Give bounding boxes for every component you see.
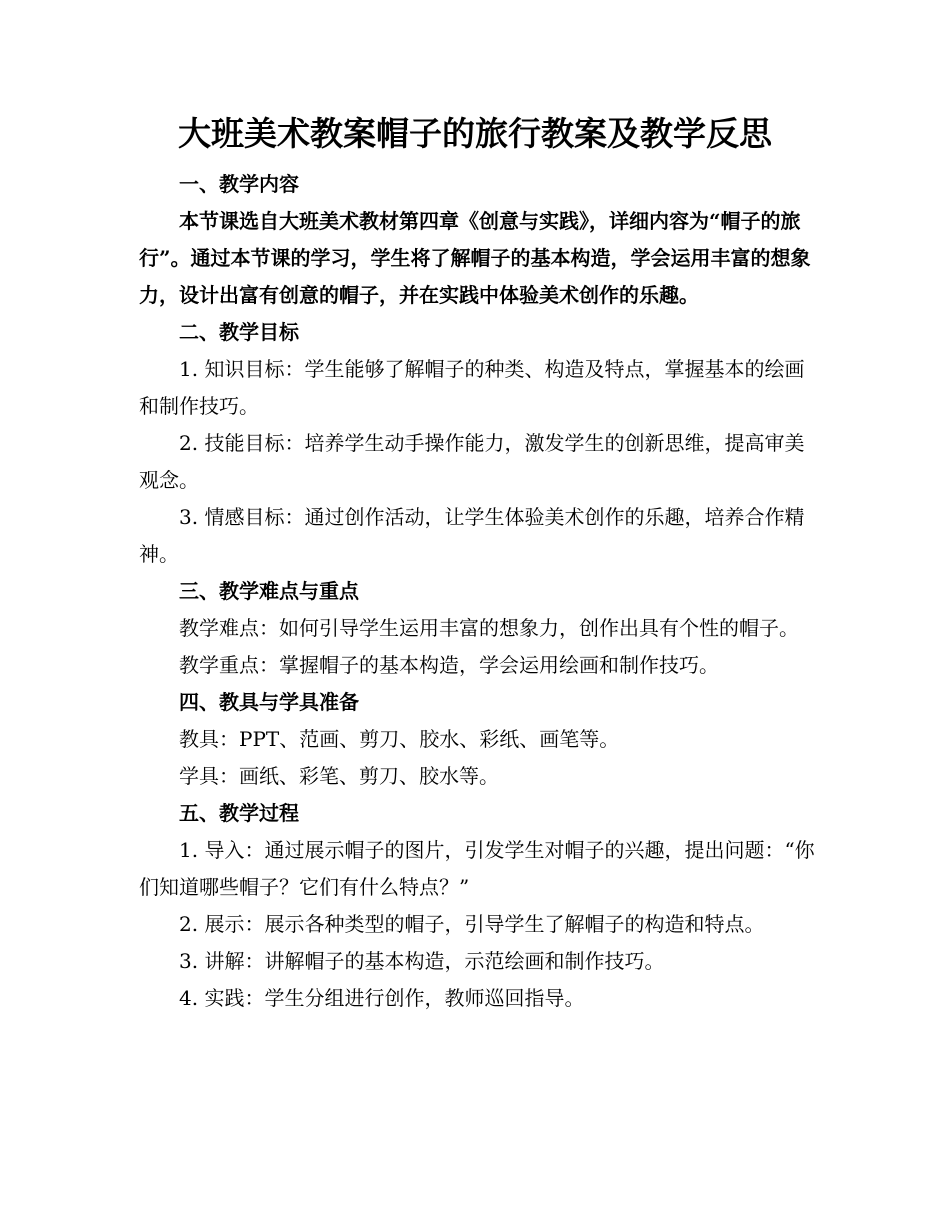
section-heading-materials: 四、教具与学具准备 (179, 690, 359, 714)
teaching-key-point: 教学重点：掌握帽子的基本构造，学会运用绘画和制作技巧。 (179, 653, 719, 677)
section-heading-difficulties: 三、教学难点与重点 (179, 579, 359, 603)
section-heading-content: 一、教学内容 (179, 172, 299, 196)
document-title: 大班美术教案帽子的旅行教案及教学反思 (178, 114, 772, 153)
section-heading-process: 五、教学过程 (179, 801, 299, 825)
process-step-practice: 4. 实践：学生分组进行创作，教师巡回指导。 (179, 986, 585, 1010)
process-step-show: 2. 展示：展示各种类型的帽子，引导学生了解帽子的构造和特点。 (179, 912, 765, 936)
teaching-difficulty: 教学难点：如何引导学生运用丰富的想象力，创作出具有个性的帽子。 (179, 616, 799, 640)
process-step-intro: 1. 导入：通过展示帽子的图片，引发学生对帽子的兴趣，提出问题：“你们知道哪些帽子？它们有什么特点？” (139, 838, 815, 899)
student-materials: 学具：画纸、彩笔、剪刀、胶水等。 (179, 764, 499, 788)
content-paragraph: 本节课选自大班美术教材第四章《创意与实践》，详细内容为“帽子的旅行”。通过本节课的学习，学生将了解帽子的基本构造，学会运用丰富的想象力，设计出富有创意的帽子，并在实践中体验美术创作的乐趣。 (139, 209, 811, 307)
objective-skill: 2. 技能目标：培养学生动手操作能力，激发学生的创新思维，提高审美观念。 (139, 431, 805, 492)
process-step-explain: 3. 讲解：讲解帽子的基本构造，示范绘画和制作技巧。 (179, 949, 665, 973)
objective-knowledge: 1. 知识目标：学生能够了解帽子的种类、构造及特点，掌握基本的绘画和制作技巧。 (139, 357, 805, 418)
objective-emotion: 3. 情感目标：通过创作活动，让学生体验美术创作的乐趣，培养合作精神。 (139, 505, 805, 566)
section-heading-objectives: 二、教学目标 (179, 320, 299, 344)
teacher-materials: 教具：PPT、范画、剪刀、胶水、彩纸、画笔等。 (179, 727, 620, 751)
document-body (139, 166, 819, 1017)
